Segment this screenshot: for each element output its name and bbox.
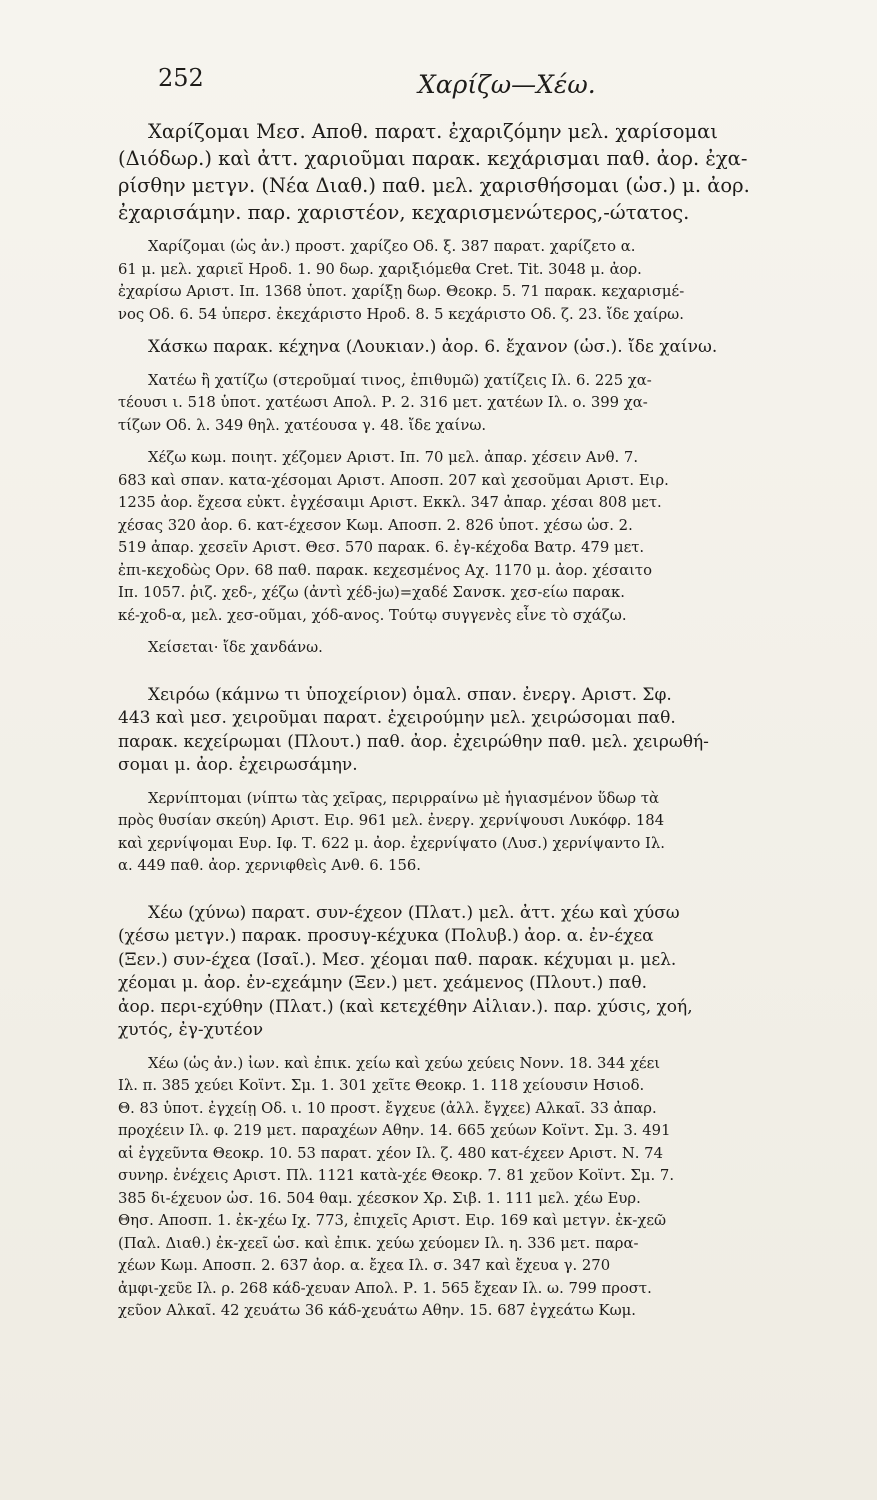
- entry-line: παρακ. κεχείρωμαι (Πλουτ.) παθ. ἀορ. ἐχειρώθην παθ. μελ. χειρωθή-: [118, 731, 709, 752]
- entry-line: ἐπι-κεχοδὼς Ορν. 68 παθ. παρακ. κεχεσμένος Αχ. 1170 μ. ἀορ. χέσαιτο: [118, 561, 652, 579]
- entry-line: τέουσι ι. 518 ὑποτ. χατέωσι Απολ. Ρ. 2. 316 μετ. χατέων Ιλ. ο. 399 χα-: [118, 394, 648, 411]
- entry-line: νος Οδ. 6. 54 ὑπερσ. ἐκεχάριστο Ηροδ. 8. 5 κεχάριστο Οδ. ζ. 23. ἴδε χαίρω.: [118, 305, 684, 323]
- entry-line: (Παλ. Διαθ.) ἐκ-χεεῖ ὡσ. καὶ ἐπικ. χεύω χεύομεν Ιλ. η. 336 μετ. παρα-: [118, 1234, 639, 1252]
- entry-line: Χαρίζομαι Μεσ. Αποθ. παρατ. ἐχαριζόμην μελ. χαρίσομαι: [148, 120, 718, 143]
- entry-line: πρὸς θυσίαν σκεύη) Αριστ. Ειρ. 961 μελ. ἐνεργ. χερνίψουσι Λυκόφρ. 184: [118, 812, 665, 829]
- page-number: 252: [158, 64, 204, 92]
- entry-line: 385 δι-έχευον ὡσ. 16. 504 θαμ. χέεσκον Χρ. Σιβ. 1. 111 μελ. χέω Ευρ.: [118, 1189, 641, 1207]
- dictionary-entry: [118, 370, 819, 438]
- entry-line: καὶ χερνίψομαι Ευρ. Ιφ. Τ. 622 μ. ἀορ. ἐχερνίψατο (Λυσ.) χερνίψαντο Ιλ.: [118, 834, 665, 852]
- entry-line: Χείσεται· ἴδε χανδάνω.: [148, 639, 323, 656]
- entry-line: χέσας 320 ἀορ. 6. κατ-έχεσον Κωμ. Αποσπ. 2. 826 ὑποτ. χέσω ὡσ. 2.: [118, 516, 633, 534]
- entry-line: α. 449 παθ. ἀορ. χερνιφθεὶς Ανθ. 6. 156.: [118, 857, 422, 874]
- entry-line: χέομαι μ. ἀορ. ἐν-εχεάμην (Ξεν.) μετ. χεάμενος (Πλουτ.) παθ.: [118, 973, 648, 993]
- entry-line: χυτός, ἐγ-χυτέον: [118, 1020, 264, 1040]
- entry-line: Χερνίπτομαι (νίπτω τὰς χεῖρας, περιρραίνω μὲ ἡγιασμένον ὕδωρ τὰ: [148, 789, 660, 807]
- entry-gap: [118, 670, 819, 684]
- entry-line: 519 ἀπαρ. χεσεῖν Αριστ. Θεσ. 570 παρακ. 6. ἐγ-κέχοδα Βατρ. 479 μετ.: [118, 539, 645, 556]
- entry-line: ἐχαρισάμην. παρ. χαριστέον, κεχαρισμενώτερος,-ώτατος.: [118, 201, 690, 224]
- entry-line: (χέσω μετγν.) παρακ. προσυγ-κέχυκα (Πολυβ.) ἀορ. α. ἐν-έχεα: [118, 926, 654, 946]
- entry-line: Χειρόω (κάμνω τι ὑποχείριον) ὁμαλ. σπαν. ἐνεργ. Αριστ. Σφ.: [148, 684, 672, 705]
- dictionary-entry: [118, 902, 819, 1043]
- entry-line: Χάσκω παρακ. κέχηνα (Λουκιαν.) ἀορ. 6. ἔχανον (ὡσ.). ἴδε χαίνω.: [148, 337, 718, 357]
- entry-line: Ιπ. 1057. ῥιζ. χεδ-, χέζω (ἀντὶ χέδ-jω)=χαδέ Σανσκ. χεσ-είω παρακ.: [118, 584, 625, 601]
- entry-line: αἱ ἐγχεῦντα Θεοκρ. 10. 53 παρατ. χέον Ιλ. ζ. 480 κατ-έχεεν Αριστ. Ν. 74: [118, 1144, 664, 1162]
- entry-gap: [118, 888, 819, 902]
- entry-line: προχέειν Ιλ. φ. 219 μετ. παραχέων Αθην. 14. 665 χεύων Κοϊντ. Σμ. 3. 491: [118, 1122, 671, 1139]
- page-header: [118, 64, 819, 108]
- entry-line: (Διόδωρ.) καὶ ἀττ. χαριοῦμαι παρακ. κεχάρισμαι παθ. ἀορ. ἐχα-: [118, 147, 748, 170]
- dictionary-entry: [118, 1053, 819, 1323]
- dictionary-entry: [118, 447, 819, 627]
- entry-line: 443 καὶ μεσ. χειροῦμαι παρατ. ἐχειρούμην μελ. χειρώσομαι παθ.: [118, 708, 676, 728]
- entry-line: χεῦον Αλκαῖ. 42 χευάτω 36 κάδ-χευάτω Αθην. 15. 687 ἐγχεάτω Κωμ.: [118, 1302, 636, 1319]
- entry-line: Θησ. Αποσπ. 1. ἐκ-χέω Ιχ. 773, ἐπιχεῖς Αριστ. Ειρ. 169 καὶ μετγν. ἐκ-χεῶ: [118, 1212, 667, 1229]
- entry-line: Ιλ. π. 385 χεύει Κοϊντ. Σμ. 1. 301 χεῖτε Θεοκρ. 1. 118 χείουσιν Ησιοδ.: [118, 1077, 645, 1094]
- dictionary-entry: [118, 236, 819, 326]
- entry-line: 1235 ἀορ. ἔχεσα εὐκτ. ἐγχέσαιμι Αριστ. Εκκλ. 347 ἀπαρ. χέσαι 808 μετ.: [118, 494, 662, 511]
- entry-line: κέ-χοδ-α, μελ. χεσ-οῦμαι, χόδ-ανος. Τούτῳ συγγενὲς εἶνε τὸ σχάζω.: [118, 606, 627, 624]
- dictionary-entry: [118, 788, 819, 878]
- entry-line: Χατέω ἢ χατίζω (στεροῦμαί τινος, ἐπιθυμῶ) χατίζεις Ιλ. 6. 225 χα-: [148, 371, 652, 389]
- entry-line: ρίσθην μετγν. (Νέα Διαθ.) παθ. μελ. χαρισθήσομαι (ὡσ.) μ. ἀορ.: [118, 174, 750, 197]
- entry-line: Χέω (ὡς ἀν.) ἰων. καὶ ἐπικ. χείω καὶ χεύω χεύεις Νονν. 18. 344 χέει: [148, 1054, 661, 1072]
- entry-line: Χέζω κωμ. ποιητ. χέζομεν Αριστ. Ιπ. 70 μελ. ἀπαρ. χέσειν Ανθ. 7.: [148, 449, 639, 466]
- entry-line: Χαρίζομαι (ὡς ἀν.) προστ. χαρίζεο Οδ. ξ. 387 παρατ. χαρίζετο α.: [148, 238, 636, 255]
- entry-line: Χέω (χύνω) παρατ. συν-έχεον (Πλατ.) μελ. ἀττ. χέω καὶ χύσω: [148, 902, 680, 923]
- dictionary-entry: [118, 637, 819, 660]
- entry-line: ἀορ. περι-εχύθην (Πλατ.) (καὶ κετεχέθην Αἰλιαν.). παρ. χύσις, χοή,: [118, 996, 693, 1017]
- entry-line: ἐχαρίσω Αριστ. Ιπ. 1368 ὑποτ. χαρίξῃ δωρ. Θεοκρ. 5. 71 παρακ. κεχαρισμέ-: [118, 283, 685, 300]
- dictionary-entry: [118, 336, 819, 360]
- entry-line: χέων Κωμ. Αποσπ. 2. 637 ἀορ. α. ἔχεα Ιλ. σ. 347 καὶ ἔχευα γ. 270: [118, 1257, 611, 1274]
- entry-line: συνηρ. ἐνέχεις Αριστ. Πλ. 1121 κατὰ-χέε Θεοκρ. 7. 81 χεῦον Κοϊντ. Σμ. 7.: [118, 1167, 675, 1184]
- dictionary-entry: [118, 118, 819, 226]
- entry-line: σομαι μ. ἀορ. ἐχειρωσάμην.: [118, 755, 358, 775]
- entry-line: Θ. 83 ὑποτ. ἐγχείῃ Οδ. ι. 10 προστ. ἔγχευε (ἀλλ. ἔγχεε) Αλκαῖ. 33 ἀπαρ.: [118, 1099, 657, 1117]
- entry-line: ἀμφι-χεῦε Ιλ. ρ. 268 κάδ-χευαν Απολ. Ρ. 1. 565 ἔχεαν Ιλ. ω. 799 προστ.: [118, 1279, 652, 1297]
- entry-line: 61 μ. μελ. χαριεῖ Ηροδ. 1. 90 δωρ. χαριξιόμεθα Cret. Tit. 3048 μ. ἀορ.: [118, 260, 642, 278]
- entry-line: τίζων Οδ. λ. 349 θηλ. χατέουσα γ. 48. ἴδε χαίνω.: [118, 416, 487, 434]
- running-head: Χαρίζω—Χέω.: [418, 70, 596, 99]
- entry-list: [118, 118, 819, 1323]
- entry-line: (Ξεν.) συν-έχεα (Ισαῖ.). Μεσ. χέομαι παθ. παρακ. κέχυμαι μ. μελ.: [118, 949, 677, 970]
- entry-line: 683 καὶ σπαν. κατα-χέσομαι Αριστ. Αποσπ. 207 καὶ χεσοῦμαι Αριστ. Ειρ.: [118, 471, 669, 489]
- dictionary-entry: [118, 684, 819, 778]
